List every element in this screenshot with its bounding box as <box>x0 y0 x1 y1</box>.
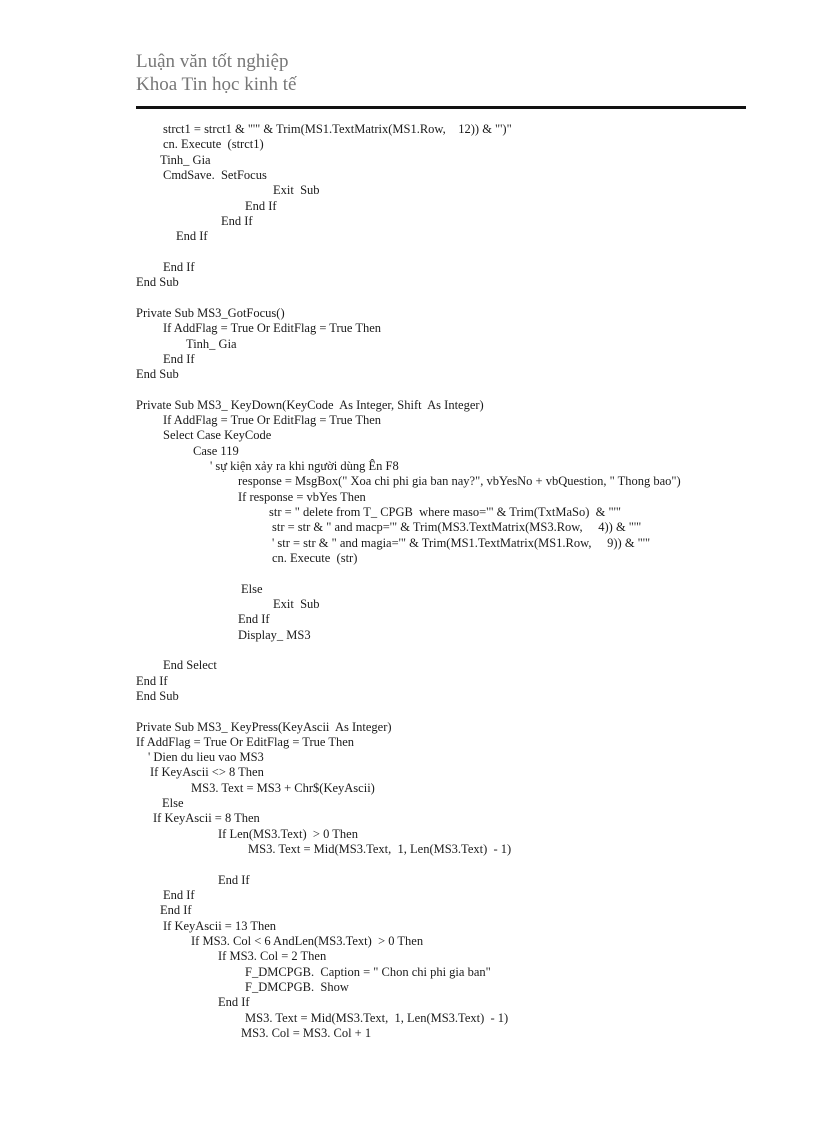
code-line: If response = vbYes Then <box>238 489 366 504</box>
code-line: If AddFlag = True Or EditFlag = True Then <box>163 321 382 336</box>
code-line: cn. Execute (strct1) <box>163 137 264 152</box>
code-line: If KeyAscii <> 8 Then <box>150 765 264 780</box>
code-line: End If <box>163 351 195 366</box>
code-line: End Sub <box>136 367 179 382</box>
header-divider <box>136 106 746 109</box>
code-line: End If <box>160 903 192 918</box>
code-line: If AddFlag = True Or EditFlag = True Then <box>136 734 355 749</box>
code-line: Display_ MS3 <box>238 627 311 642</box>
code-line: MS3. Text = Mid(MS3.Text, 1, Len(MS3.Text) - 1) <box>245 1010 509 1025</box>
code-line: strct1 = strct1 & "'" & Trim(MS1.TextMatrix(MS1.Row, 12)) & "')" <box>163 122 512 136</box>
code-line: If AddFlag = True Or EditFlag = True Then <box>163 413 382 428</box>
code-line: MS3. Text = Mid(MS3.Text, 1, Len(MS3.Text) - 1) <box>248 842 512 856</box>
code-line: F_DMCPGB. Caption = " Chon chi phi gia ban" <box>245 964 491 979</box>
code-line: MS3. Col = MS3. Col + 1 <box>241 1025 372 1040</box>
code-line: End If <box>238 612 270 627</box>
code-line: End If <box>136 673 168 688</box>
code-line: Else <box>241 581 263 596</box>
code-line: If MS3. Col < 6 AndLen(MS3.Text) > 0 Then <box>191 934 424 948</box>
code-line: Private Sub MS3_GotFocus() <box>136 305 285 320</box>
code-line: End If <box>221 213 253 228</box>
code-line: Tinh_ Gia <box>186 336 237 351</box>
code-line: Exit Sub <box>273 183 320 198</box>
header-thesis-title: Luận văn tốt nghiệp <box>136 51 289 72</box>
code-line: Select Case KeyCode <box>163 428 272 443</box>
code-line: ' sự kiện xảy ra khi người dùng Ên F8 <box>210 459 399 473</box>
code-line: str = str & " and macp='" & Trim(MS3.TextMatrix(MS3.Row, 4)) & "'" <box>272 520 642 535</box>
code-line: Case 119 <box>193 443 239 458</box>
code-line: If KeyAscii = 8 Then <box>153 811 260 826</box>
code-line: End If <box>218 872 250 887</box>
code-line: MS3. Text = MS3 + Chr$(KeyAscii) <box>191 780 375 795</box>
code-line: End Sub <box>136 688 179 703</box>
code-line: str = " delete from T_ CPGB where maso='" & Trim(TxtMaSo) & "'" <box>269 505 621 519</box>
code-line: response = MsgBox(" Xoa chi phi gia ban nay?", vbYesNo + vbQuestion, " Thong bao") <box>238 474 681 489</box>
code-line: cn. Execute (str) <box>272 551 358 565</box>
code-line: F_DMCPGB. Show <box>245 979 349 994</box>
code-line: ' Dien du lieu vao MS3 <box>148 750 264 765</box>
header-faculty: Khoa Tin học kinh tế <box>136 74 297 95</box>
code-line: End If <box>163 888 195 902</box>
code-line: End If <box>218 995 250 1010</box>
code-line: Exit Sub <box>273 596 320 611</box>
code-line: End If <box>176 229 208 244</box>
code-line: End If <box>163 259 195 274</box>
code-line: End Select <box>163 658 217 673</box>
code-line: Private Sub MS3_ KeyDown(KeyCode As Integer, Shift As Integer) <box>136 397 484 412</box>
code-line: CmdSave. SetFocus <box>163 168 267 182</box>
code-line: Tinh_ Gia <box>160 152 211 167</box>
code-line: Else <box>162 796 184 811</box>
code-line: If Len(MS3.Text) > 0 Then <box>218 826 358 841</box>
code-line: ' str = str & " and magia='" & Trim(MS1.TextMatrix(MS1.Row, 9)) & "'" <box>272 535 651 550</box>
code-line: End If <box>245 198 277 213</box>
code-line: Private Sub MS3_ KeyPress(KeyAscii As Integer) <box>136 719 392 734</box>
code-line: If MS3. Col = 2 Then <box>218 949 327 964</box>
code-line: If KeyAscii = 13 Then <box>163 918 277 933</box>
code-line: End Sub <box>136 275 179 290</box>
